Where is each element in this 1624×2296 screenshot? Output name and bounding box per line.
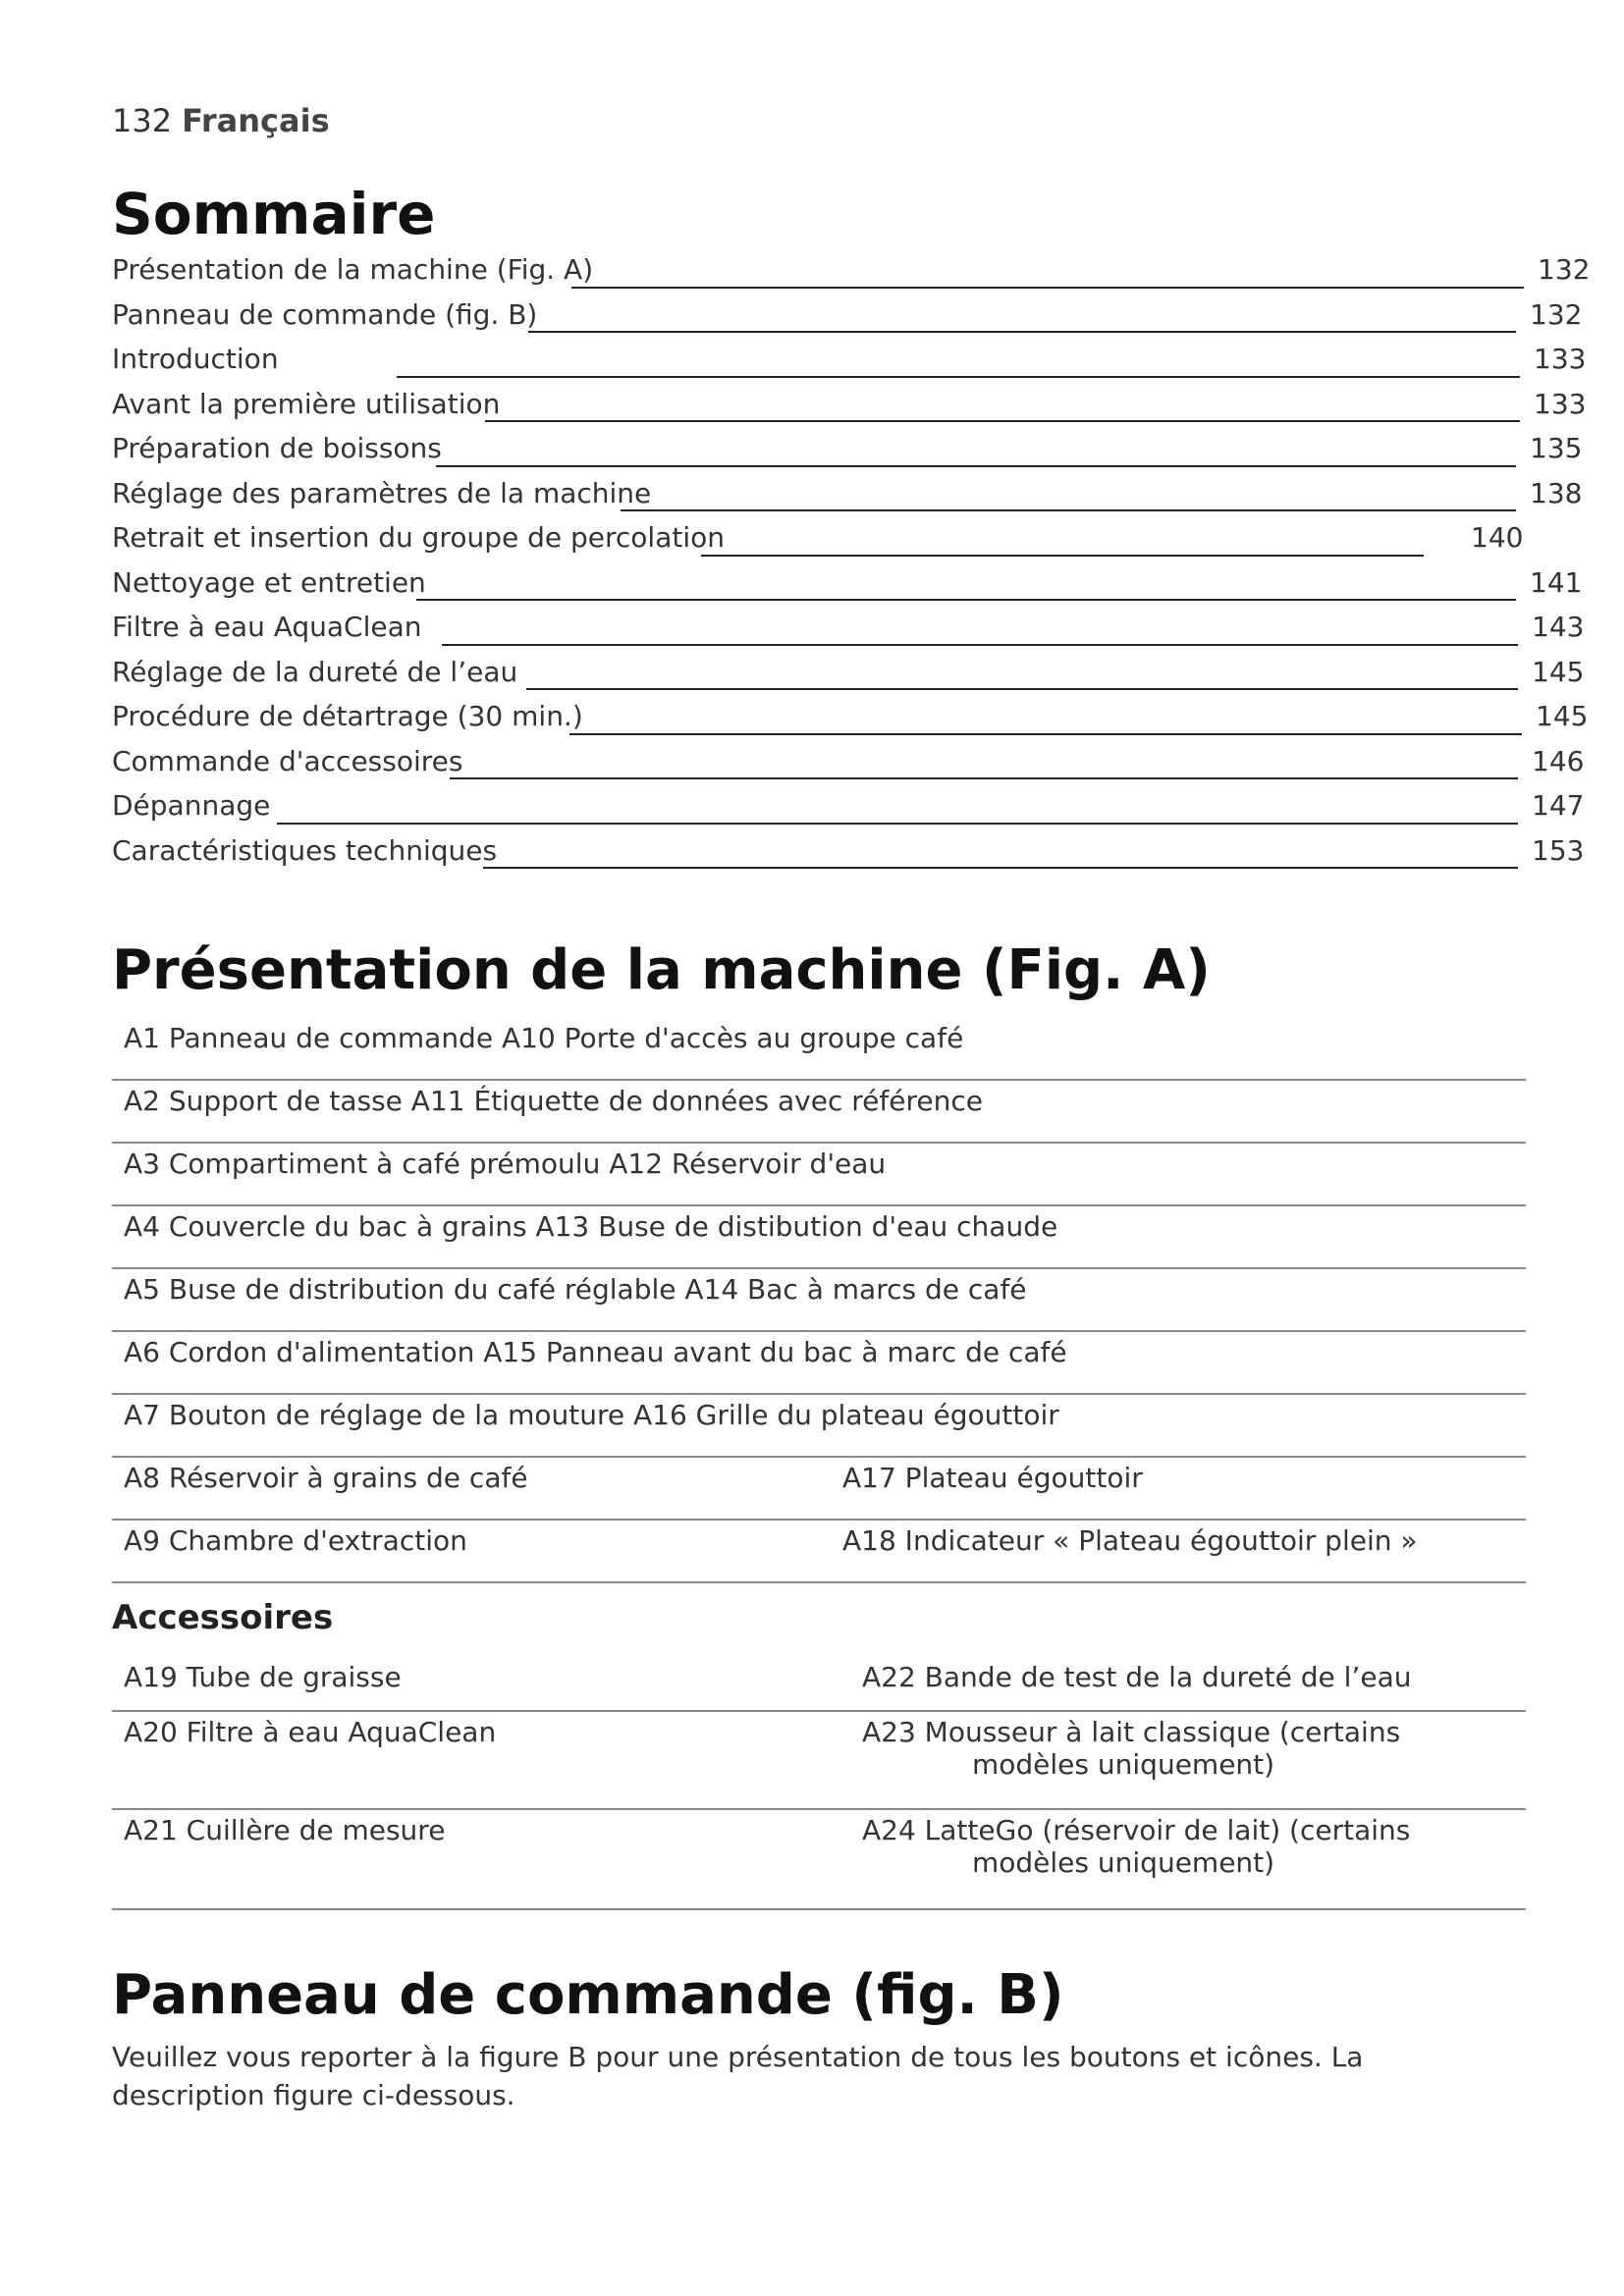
toc-entry-page: 153 [1532, 833, 1585, 867]
toc-leader-line [450, 777, 1518, 779]
toc-entry-page: 141 [1530, 565, 1583, 599]
accessory-cell: A20 Filtre à eau AquaClean [124, 1716, 497, 1748]
toc-entry-title: Réglage des paramètres de la machine [112, 476, 652, 509]
part-cell: A8 Réservoir à grains de café [124, 1462, 528, 1494]
toc-entry-cleaning[interactable] [112, 565, 1583, 612]
toc-entry-title: Procédure de détartrage (30 min.) [112, 700, 583, 732]
toc-leader-line [701, 555, 1424, 557]
accessory-line: A24 LatteGo (réservoir de lait) (certains [862, 1814, 1411, 1846]
toc-entry-specifications[interactable] [112, 833, 1585, 880]
toc-entry-title: Introduction [112, 343, 279, 375]
toc-entry-title: Nettoyage et entretien [112, 565, 426, 599]
table-of-contents [112, 253, 1591, 879]
part-cell: A6 Cordon d'alimentation A15 Panneau avant du bac à marc de café [124, 1336, 1067, 1368]
toc-entry-page: 147 [1532, 789, 1585, 822]
toc-entry-title: Filtre à eau AquaClean [112, 611, 422, 643]
toc-leader-line [485, 420, 1520, 422]
machine-parts-table [112, 1018, 1526, 1583]
accessory-line: A23 Mousseur à lait classique (certains [862, 1716, 1401, 1748]
part-cell: A5 Buse de distribution du café réglable A14 Bac à marcs de café [124, 1273, 1027, 1306]
table-row [112, 1657, 1526, 1712]
table-row [112, 1521, 1526, 1583]
toc-entry-page: 146 [1532, 744, 1585, 777]
table-row [112, 1332, 1526, 1395]
toc-leader-line [397, 376, 1520, 378]
toc-entry-page: 145 [1536, 700, 1589, 732]
accessory-line: modèles uniquement) [972, 1748, 1275, 1781]
toc-entry-accessories-order[interactable] [112, 744, 1585, 790]
part-cell: A18 Indicateur « Plateau égouttoir plein » [842, 1524, 1418, 1557]
toc-entry-settings[interactable] [112, 476, 1583, 522]
toc-entry-troubleshooting[interactable] [112, 789, 1585, 834]
part-cell: A7 Bouton de réglage de la mouture A16 Grille du plateau égouttoir [124, 1399, 1059, 1431]
toc-entry-page: 138 [1530, 476, 1583, 509]
accessory-line: A22 Bande de test de la dureté de l’eau [862, 1661, 1412, 1693]
toc-leader-line [528, 331, 1516, 333]
page-header [112, 102, 330, 139]
toc-leader-line [571, 287, 1524, 289]
control-panel-title: Panneau de commande (fig. B) [112, 1963, 1064, 2027]
toc-entry-page: 132 [1538, 253, 1591, 286]
toc-entry-descaling[interactable] [112, 700, 1589, 745]
toc-entry-panel[interactable] [112, 297, 1583, 344]
toc-entry-page: 133 [1534, 387, 1587, 420]
toc-entry-introduction[interactable] [112, 343, 1587, 388]
toc-entry-page: 143 [1532, 611, 1585, 643]
part-cell: A9 Chambre d'extraction [124, 1524, 467, 1557]
toc-entry-beverages[interactable] [112, 432, 1583, 477]
toc-leader-line [442, 644, 1518, 646]
toc-entry-page: 133 [1534, 343, 1587, 375]
accessories-table [112, 1657, 1526, 1910]
toc-leader-line [416, 599, 1516, 601]
table-row [112, 1144, 1526, 1206]
toc-entry-page: 135 [1530, 432, 1583, 464]
table-row [112, 1395, 1526, 1458]
toc-entry-page: 140 [1471, 521, 1524, 554]
part-cell: A17 Plateau égouttoir [842, 1462, 1143, 1494]
toc-leader-line [621, 509, 1516, 511]
accessory-cell [862, 1661, 1411, 1693]
machine-overview-title: Présentation de la machine (Fig. A) [112, 938, 1211, 1002]
accessory-line: modèles uniquement) [972, 1846, 1275, 1879]
control-panel-description: Veuillez vous reporter à la figure B pour une présentation de tous les boutons et icônes. La description figure ci-dessous. [112, 2041, 1364, 2111]
table-row [112, 1081, 1526, 1144]
accessory-cell: A21 Cuillère de mesure [124, 1814, 446, 1846]
toc-leader-line [483, 867, 1518, 869]
table-row [112, 1206, 1526, 1269]
table-row [112, 1810, 1526, 1910]
toc-entry-page: 132 [1530, 297, 1583, 331]
part-cell: A3 Compartiment à café prémoulu A12 Réservoir d'eau [124, 1148, 887, 1180]
toc-entry-title: Réglage de la dureté de l’eau [112, 655, 518, 688]
toc-leader-line [569, 733, 1522, 735]
accessories-title: Accessoires [112, 1598, 334, 1637]
toc-entry-brew-group[interactable] [112, 521, 1526, 566]
toc-entry-title: Panneau de commande (fig. B) [112, 297, 538, 331]
table-row [112, 1712, 1526, 1810]
page-number: 132 [112, 102, 173, 139]
toc-entry-page: 145 [1532, 655, 1585, 688]
toc-entry-title: Commande d'accessoires [112, 744, 463, 777]
part-cell: A1 Panneau de commande A10 Porte d'accès au groupe café [124, 1022, 964, 1054]
toc-entry-water-hardness[interactable] [112, 655, 1585, 701]
toc-entry-title: Dépannage [112, 789, 271, 822]
toc-entry-water-filter[interactable] [112, 611, 1585, 656]
table-row [112, 1458, 1526, 1521]
toc-entry-title: Caractéristiques techniques [112, 833, 498, 867]
accessory-cell: A19 Tube de graisse [124, 1661, 402, 1693]
toc-entry-machine[interactable] [112, 253, 1591, 298]
toc-entry-first-use[interactable] [112, 387, 1587, 433]
part-cell: A4 Couvercle du bac à grains A13 Buse de distibution d'eau chaude [124, 1210, 1058, 1243]
toc-leader-line [526, 688, 1518, 690]
language-label: Français [182, 102, 330, 139]
toc-entry-title: Présentation de la machine (Fig. A) [112, 253, 594, 286]
toc-entry-title: Retrait et insertion du groupe de percolation [112, 521, 725, 554]
toc-entry-title: Avant la première utilisation [112, 387, 501, 420]
accessory-cell [862, 1814, 1410, 1879]
table-row [112, 1018, 1526, 1081]
part-cell: A2 Support de tasse A11 Étiquette de données avec référence [124, 1085, 983, 1117]
toc-leader-line [436, 465, 1516, 467]
toc-entry-title: Préparation de boissons [112, 432, 442, 464]
accessory-cell [862, 1716, 1400, 1781]
toc-leader-line [277, 823, 1518, 825]
table-row [112, 1269, 1526, 1332]
toc-title: Sommaire [112, 181, 436, 247]
